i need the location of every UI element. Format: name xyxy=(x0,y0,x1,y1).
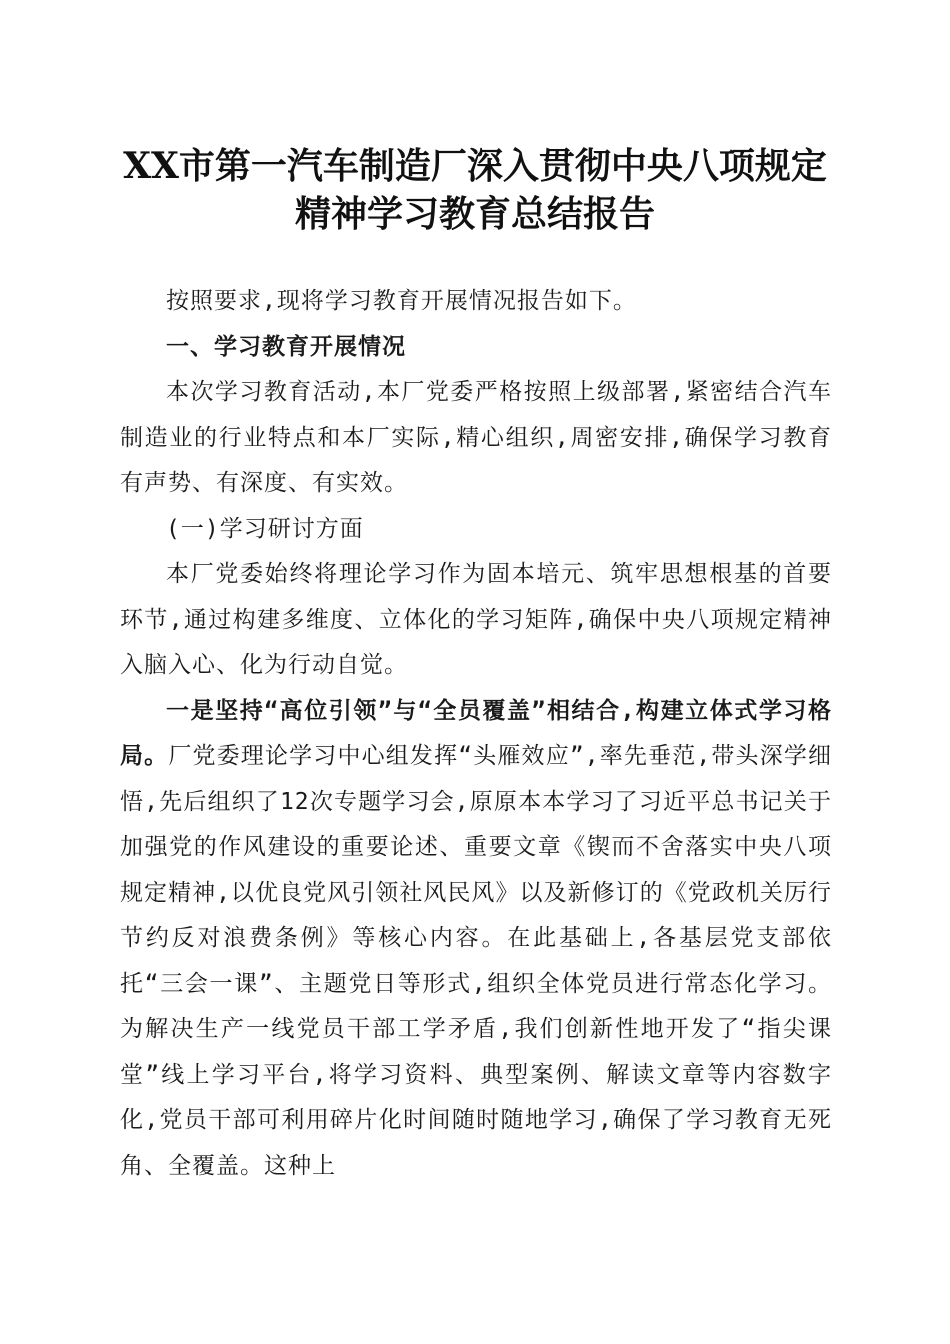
document-body xyxy=(120,279,832,1189)
subsection-1-paragraph: 本厂党委始终将理论学习作为固本培元、筑牢思想根基的首要环节,通过构建多维度、立体化的学习矩阵,确保中央八项规定精神入脑入心、化为行动自觉。 xyxy=(120,561,832,678)
subsection-heading-1: (一)学习研讨方面 xyxy=(166,515,364,542)
point-1-paragraph xyxy=(120,689,832,1190)
section-1-paragraph: 本次学习教育活动,本厂党委严格按照上级部署,紧密结合汽车制造业的行业特点和本厂实际,精心组织,周密安排,确保学习教育有声势、有深度、有实效。 xyxy=(120,379,832,496)
document-title-line-2: 精神学习教育总结报告 xyxy=(294,193,655,235)
section-heading-1: 一、学习教育开展情况 xyxy=(166,333,406,360)
document-title-line-1: XX市第一汽车制造厂深入贯彻中央八项规定 xyxy=(123,145,827,187)
point-1-lead: 一是坚持“高位引领”与“全员覆盖”相结合,构建立体式学习格局。 xyxy=(120,697,832,769)
intro-paragraph: 按照要求,现将学习教育开展情况报告如下。 xyxy=(166,288,637,314)
point-1-body: 厂党委理论学习中心组发挥“头雁效应”,率先垂范,带头深学细悟,先后组织了12次专题学习会,原原本本学习了习近平总书记关于加强党的作风建设的重要论述、重要文章《锲而不舍落实中央八项规定精神,以优良党风引领社风民风》以及新修订的《党政机关厉行节约反对浪费条例》等核心内容。在此基础上,各基层党支部依托“三会一课”、主题党日等形式,组织全体党员进行常态化学习。为解决生产一线党员干部工学矛盾,我们创新性地开发了“指尖课堂”线上学习平台,将学习资料、典型案例、解读文章等内容数字化,党员干部可利用碎片化时间随时随地学习,确保了学习教育无死角、全覆盖。这种上 xyxy=(120,743,833,1179)
